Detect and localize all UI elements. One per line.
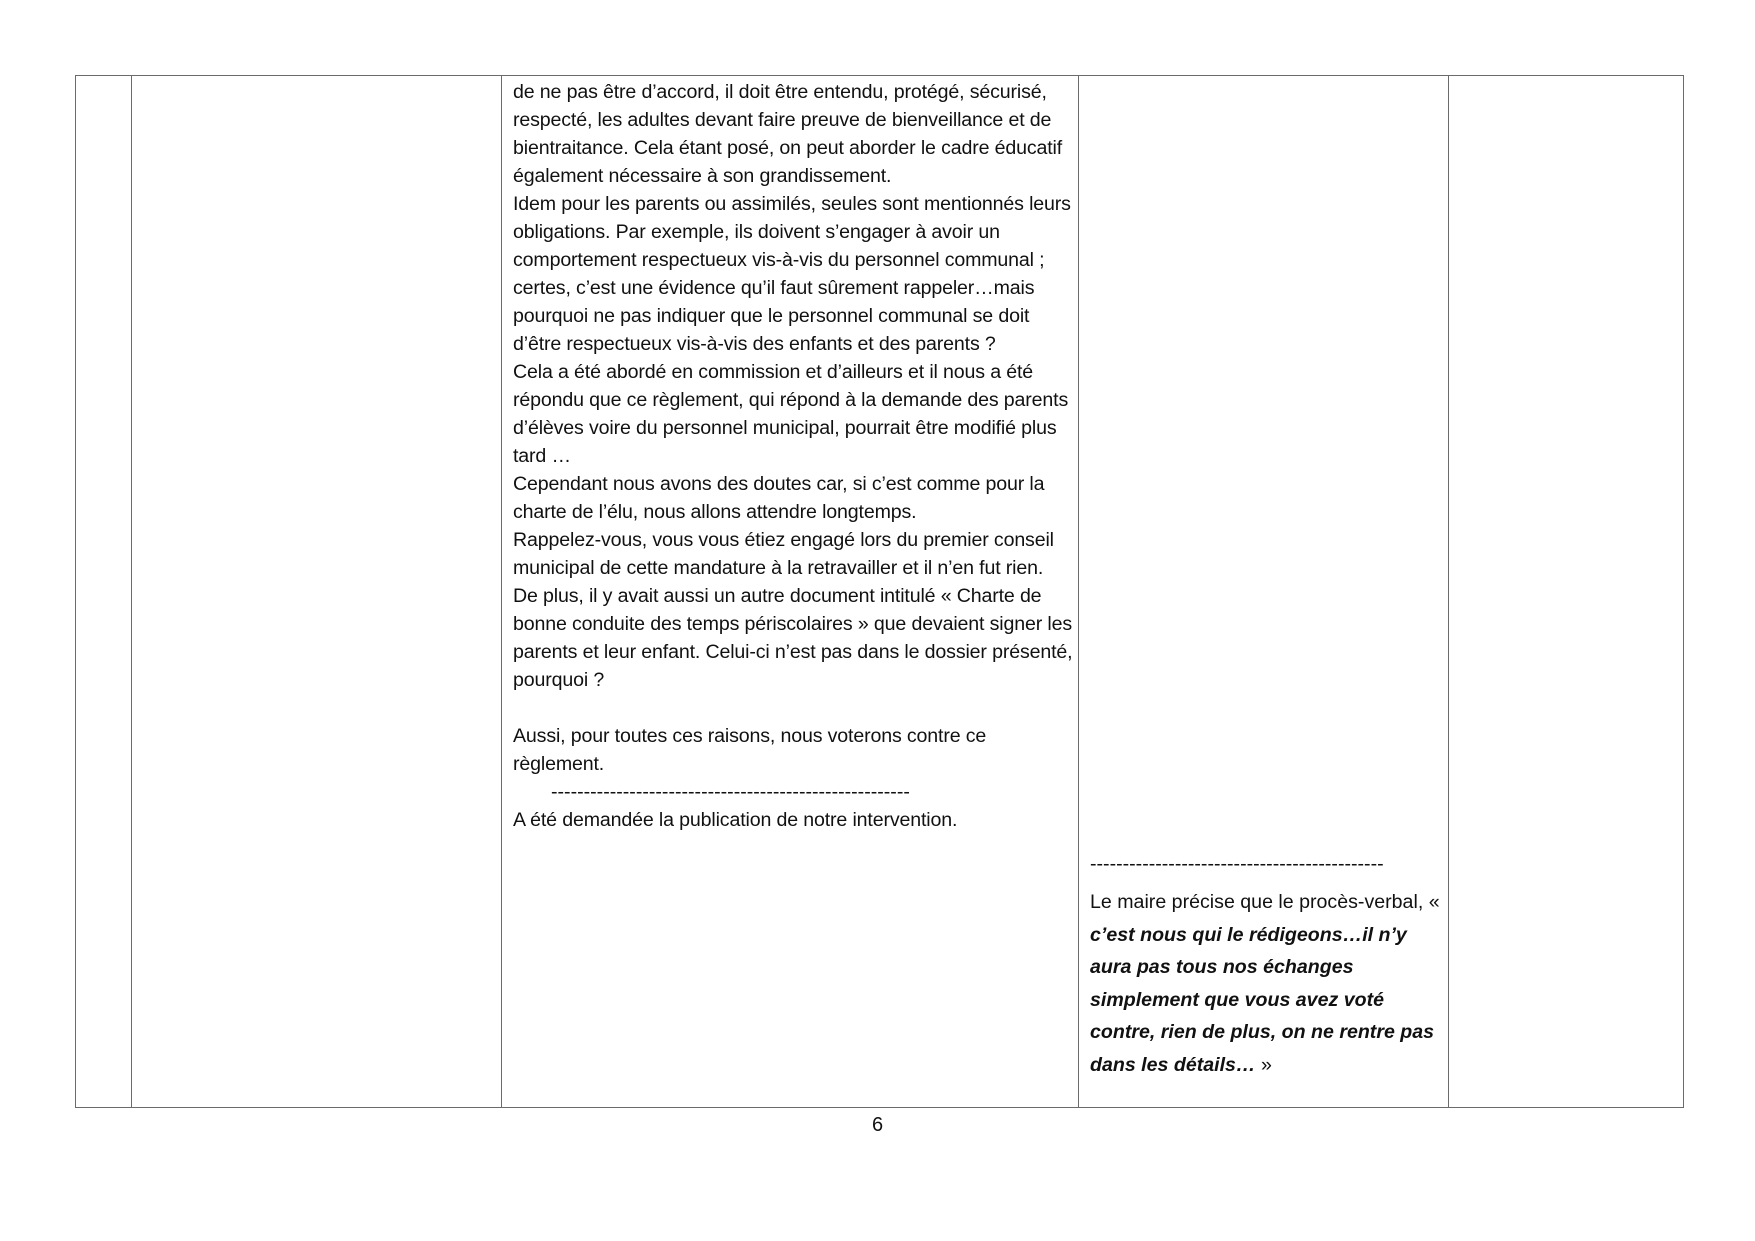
paragraph: de ne pas être d’accord, il doit être entendu, protégé, sécurisé, respecté, les adultes devant faire preuve de bienveillance et de bientraitance. Cela étant posé, on peut aborder le cadre éducatif également nécessaire à son grandissement.	[513, 81, 1063, 187]
table-column-response	[1079, 76, 1449, 1107]
response-text	[1090, 850, 1445, 1081]
paragraph: Idem pour les parents ou assimilés, seules sont mentionnés leurs obligations. Par exemple, ils doivent s’engager à avoir un comportement respectueux vis-à-vis du personnel communal ; certes, c’est une évidence qu’il faut sûrement rappeler…mais pourquoi ne pas indiquer que le personnel communal se doit d’être respectueux vis-à-vis des enfants et des parents ?	[513, 193, 1071, 355]
table-column-notes	[1449, 76, 1683, 1107]
paragraph-conclusion: Aussi, pour toutes ces raisons, nous voterons contre ce règlement.	[513, 725, 987, 775]
page-number: 6	[871, 1114, 884, 1136]
paragraph: Cependant nous avons des doutes car, si c’est comme pour la charte de l’élu, nous allons attendre longtemps.	[513, 473, 1045, 523]
paragraph: Rappelez-vous, vous vous étiez engagé lors du premier conseil municipal de cette mandature à la retravailler et il n’en fut rien.	[513, 529, 1054, 579]
table-column-subject	[132, 76, 502, 1107]
table-column-number	[76, 76, 132, 1107]
mayor-statement	[1090, 886, 1445, 1081]
spacer	[513, 694, 1073, 722]
mayor-statement-closing: »	[1255, 1053, 1272, 1076]
separator-line: ---------------------------------------------	[1090, 853, 1384, 875]
intervention-text	[513, 78, 1073, 834]
separator-line: -------------------------------------------------------	[551, 781, 910, 803]
paragraph: De plus, il y avait aussi un autre document intitulé « Charte de bonne conduite des temps périscolaires » que devaient signer les parents et leur enfant. Celui-ci n’est pas dans le dossier présenté, pourquoi ?	[513, 585, 1073, 691]
mayor-quote: c’est nous qui le rédigeons…il n’y aura pas tous nos échanges simplement que vous avez voté contre, rien de plus, on ne rentre pas dans les détails…	[1090, 923, 1435, 1076]
paragraph: Cela a été abordé en commission et d’ailleurs et il nous a été répondu que ce règlement, qui répond à la demande des parents d’élèves voire du personnel municipal, pourrait être modifié plus tard …	[513, 361, 1069, 467]
mayor-statement-intro: Le maire précise que le procès-verbal, «	[1090, 891, 1440, 913]
publication-note: A été demandée la publication de notre intervention.	[513, 809, 958, 831]
minutes-table	[75, 75, 1684, 1108]
table-column-intervention	[502, 76, 1079, 1107]
